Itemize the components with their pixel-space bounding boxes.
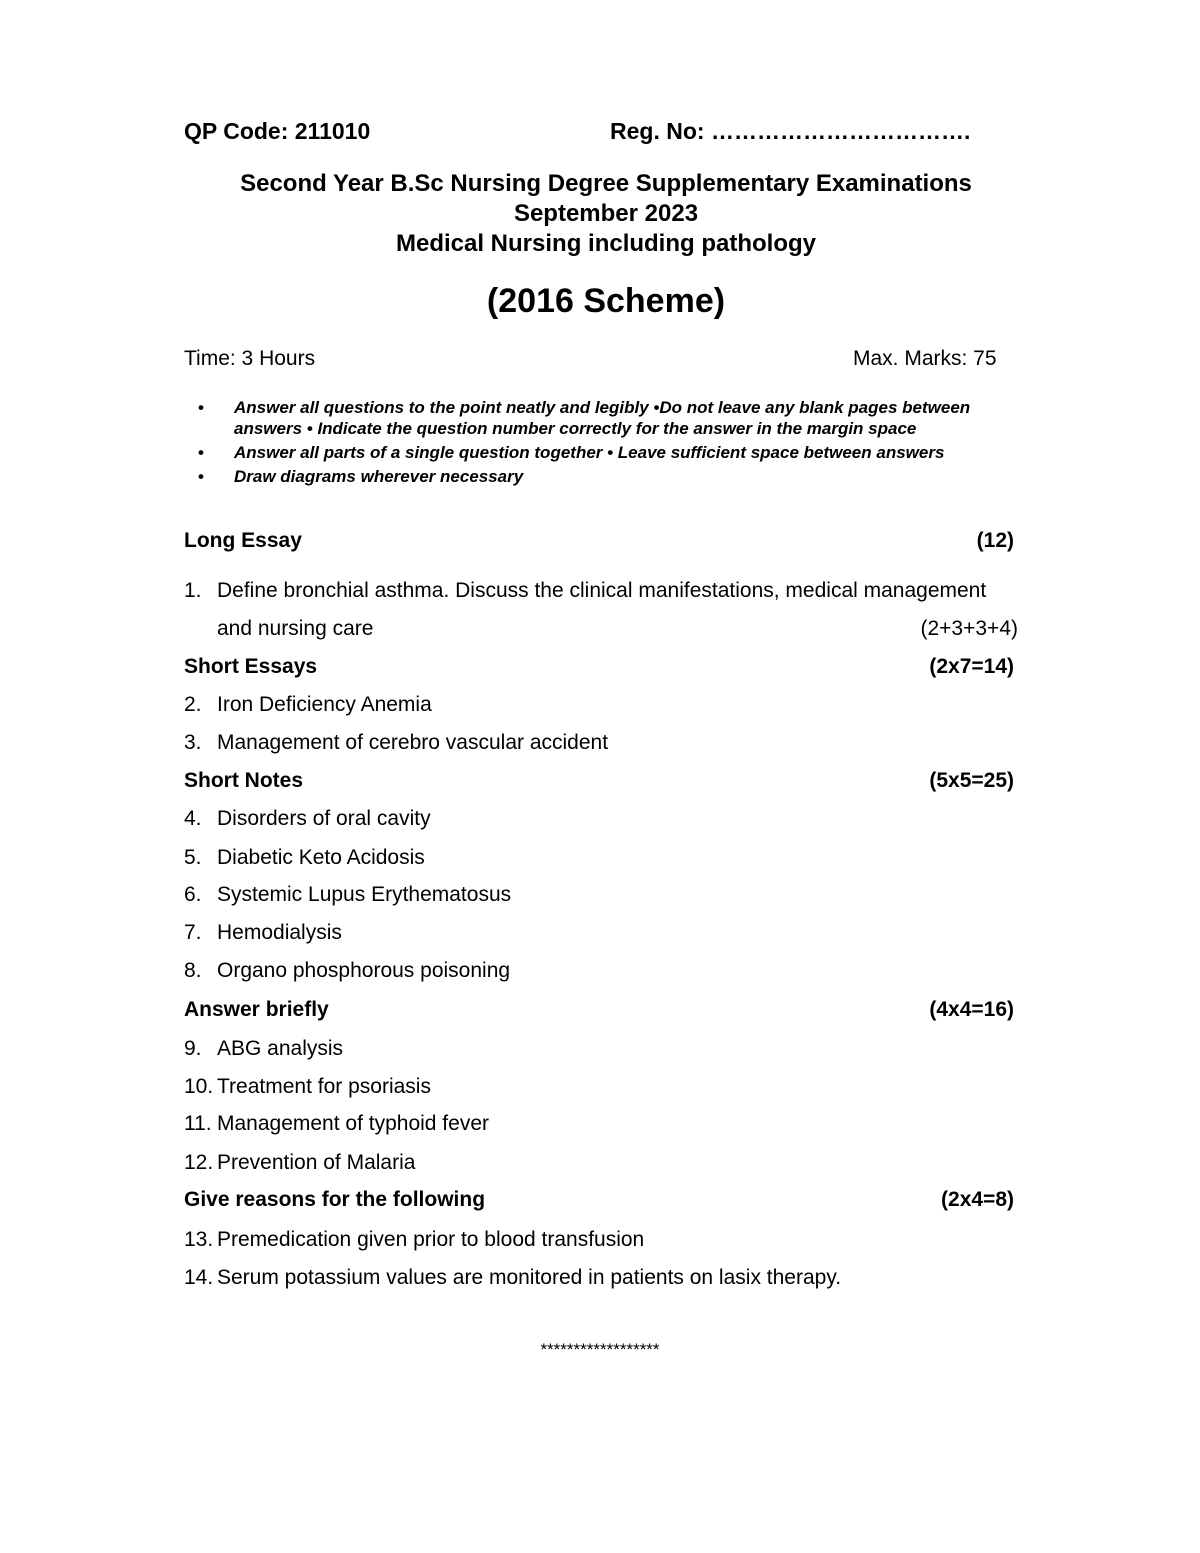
section-title-answer-briefly: Answer briefly <box>184 998 329 1021</box>
question-text: Management of typhoid fever <box>217 1112 489 1135</box>
question-1 <box>184 579 986 603</box>
section-title-short-essays: Short Essays <box>184 655 318 678</box>
question-number: 8. <box>184 959 202 982</box>
exam-time: Time: 3 Hours <box>184 347 316 370</box>
section-title-long-essay: Long Essay <box>184 529 302 552</box>
question-number: 9. <box>184 1037 202 1060</box>
instructions-list <box>198 397 1038 490</box>
question-text: Treatment for psoriasis <box>217 1075 431 1098</box>
question-6 <box>184 883 511 907</box>
question-number: 2. <box>184 693 202 716</box>
exam-subject: Medical Nursing including pathology <box>395 230 816 257</box>
instruction-text: Answer all questions to the point neatly and legibly •Do not leave any blank pages between answers • Indicate the question number correctly for the answer in the margin space <box>234 398 971 438</box>
question-text: Organo phosphorous poisoning <box>217 959 511 982</box>
question-number: 1. <box>184 579 202 602</box>
question-14 <box>184 1266 841 1290</box>
instruction-item <box>198 397 1038 439</box>
question-text: ABG analysis <box>217 1037 344 1060</box>
question-number: 10. <box>184 1075 214 1098</box>
question-number: 14. <box>184 1266 214 1289</box>
question-text: Prevention of Malaria <box>217 1151 416 1174</box>
question-number: 5. <box>184 846 202 869</box>
question-3 <box>184 731 608 755</box>
question-13 <box>184 1228 644 1252</box>
question-9 <box>184 1037 343 1061</box>
bullet-icon: • <box>198 443 204 462</box>
question-1-continuation: and nursing care <box>217 617 374 640</box>
question-text: Hemodialysis <box>217 921 342 944</box>
question-8 <box>184 959 510 983</box>
section-marks-short-essays: (2x7=14) <box>929 655 1014 678</box>
question-2 <box>184 693 432 717</box>
question-text: Serum potassium values are monitored in patients on lasix therapy. <box>217 1266 842 1289</box>
question-text: Diabetic Keto Acidosis <box>217 846 425 869</box>
end-of-paper-stars: ****************** <box>540 1340 660 1359</box>
reg-no: Reg. No: ……………………………. <box>610 118 971 144</box>
section-marks-answer-briefly: (4x4=16) <box>929 998 1014 1021</box>
question-number: 12. <box>184 1151 214 1174</box>
question-7 <box>184 921 342 945</box>
section-marks-give-reasons: (2x4=8) <box>941 1188 1014 1211</box>
qp-code: QP Code: 211010 <box>184 118 371 144</box>
section-marks-short-notes: (5x5=25) <box>929 769 1014 792</box>
question-number: 7. <box>184 921 202 944</box>
section-title-short-notes: Short Notes <box>184 769 304 792</box>
bullet-icon: • <box>198 398 204 417</box>
section-title-give-reasons: Give reasons for the following <box>184 1188 486 1211</box>
question-4 <box>184 807 431 831</box>
question-5 <box>184 846 425 870</box>
instruction-text: Answer all parts of a single question together • Leave sufficient space between answers <box>234 443 945 462</box>
question-number: 6. <box>184 883 202 906</box>
instruction-text: Draw diagrams wherever necessary <box>234 467 524 486</box>
max-marks: Max. Marks: 75 <box>853 347 997 370</box>
question-number: 13. <box>184 1228 214 1251</box>
instruction-item <box>198 442 1038 463</box>
question-number: 4. <box>184 807 202 830</box>
instruction-item <box>198 466 1038 487</box>
question-number: 3. <box>184 731 202 754</box>
question-12 <box>184 1151 415 1175</box>
question-text: Disorders of oral cavity <box>217 807 431 830</box>
exam-title: Second Year B.Sc Nursing Degree Supplementary Examinations <box>240 170 972 197</box>
question-text: Systemic Lupus Erythematosus <box>217 883 512 906</box>
bullet-icon: • <box>198 467 204 486</box>
question-1-marks: (2+3+3+4) <box>920 617 1018 640</box>
question-text: Management of cerebro vascular accident <box>217 731 609 754</box>
section-marks-long-essay: (12) <box>976 529 1014 552</box>
question-text: Define bronchial asthma. Discuss the clinical manifestations, medical management <box>217 579 987 602</box>
exam-date: September 2023 <box>513 200 699 227</box>
question-text: Premedication given prior to blood transfusion <box>217 1228 645 1251</box>
question-11 <box>184 1112 489 1136</box>
question-text: Iron Deficiency Anemia <box>217 693 432 716</box>
question-10 <box>184 1075 431 1099</box>
question-number: 11. <box>184 1112 212 1135</box>
exam-scheme: (2016 Scheme) <box>486 282 726 320</box>
